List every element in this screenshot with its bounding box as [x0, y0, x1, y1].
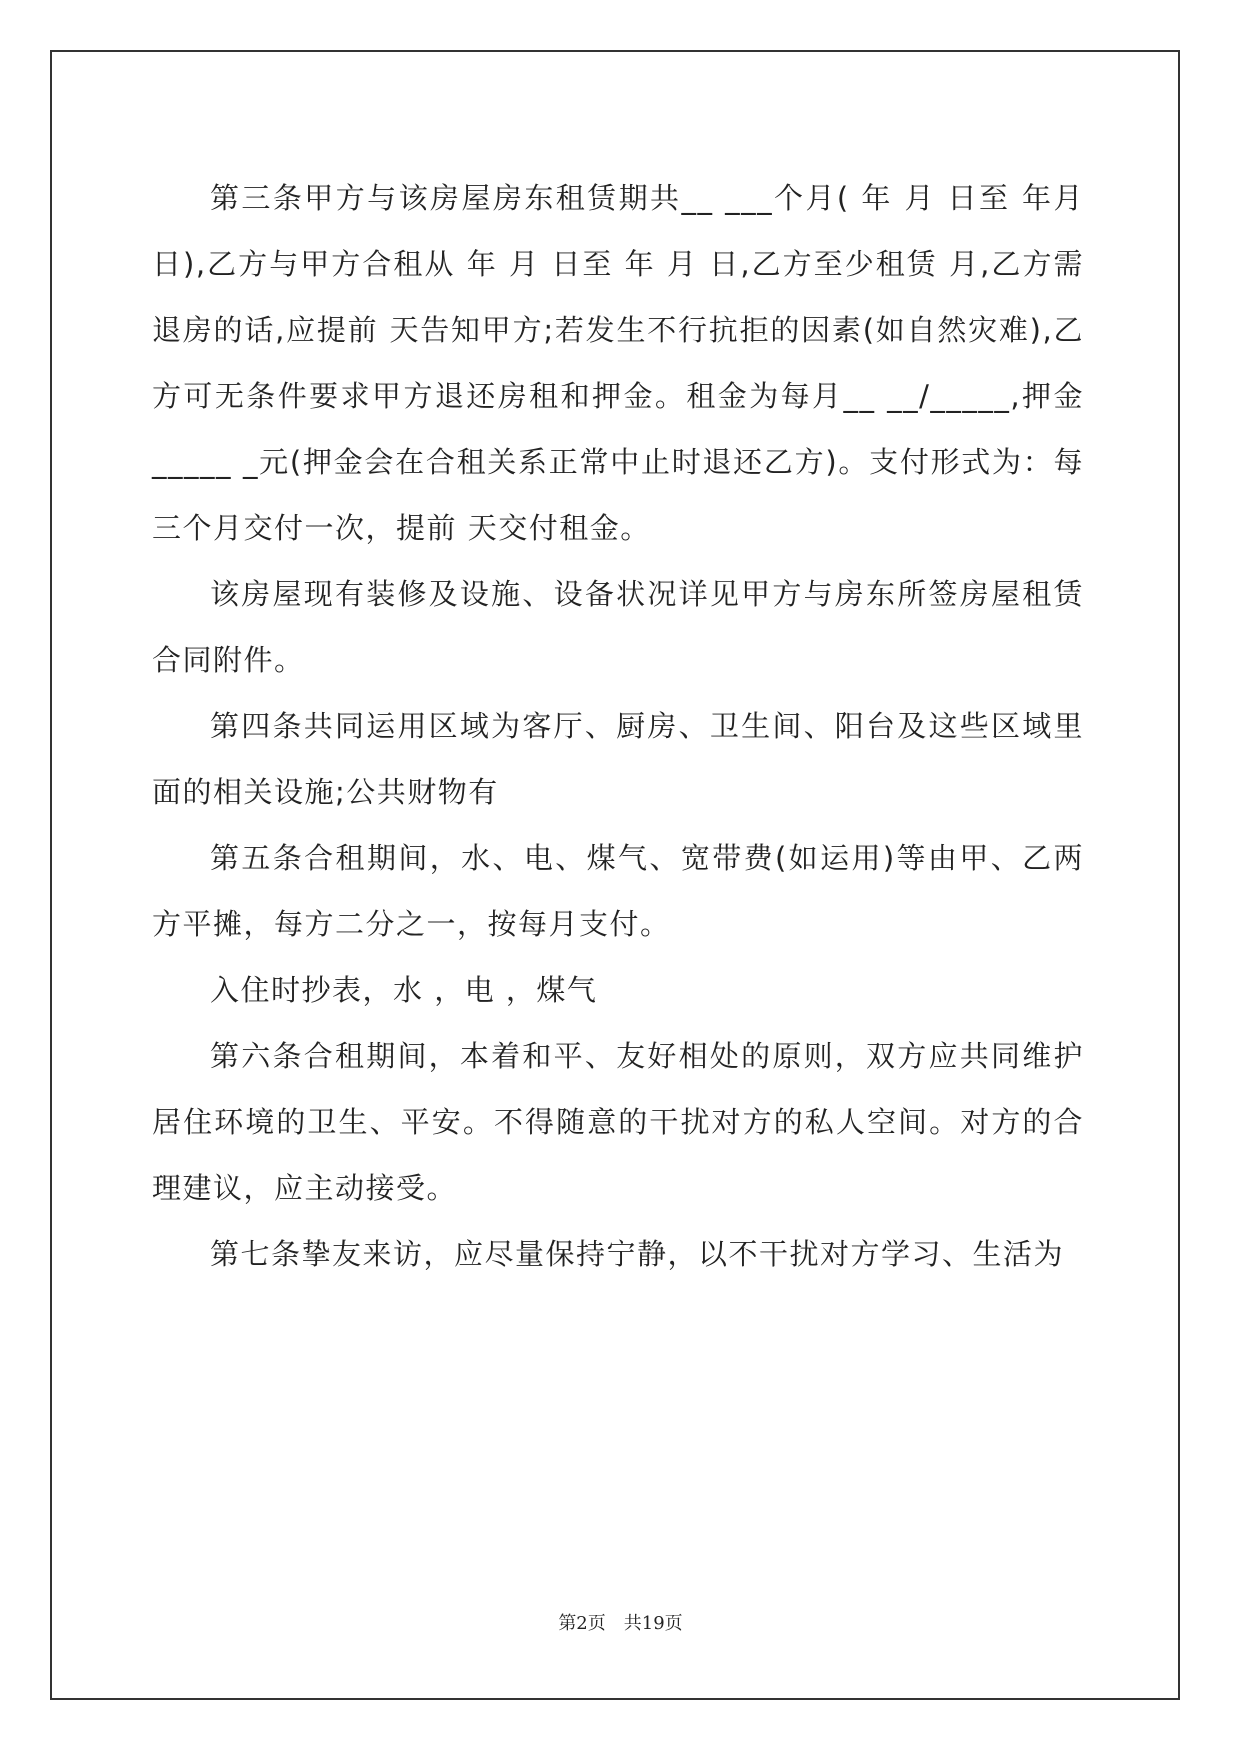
- paragraph-article-6: 第六条合租期间，本着和平、友好相处的原则，双方应共同维护居住环境的卫生、平安。不得随意的干扰对方的私人空间。对方的合理建议，应主动接受。: [152, 1039, 1084, 1205]
- paragraph-article-5: 第五条合租期间，水、电、煤气、宽带费(如运用)等由甲、乙两方平摊，每方二分之一，按每月支付。: [152, 841, 1084, 941]
- document-body: [152, 165, 1095, 1287]
- paragraph-meter-reading: 入住时抄表，水 ，电 ，煤气: [210, 973, 598, 1007]
- paragraph-article-4: 第四条共同运用区域为客厅、厨房、卫生间、阳台及这些区域里面的相关设施;公共财物有: [152, 709, 1084, 809]
- paragraph-article-3: 第三条甲方与该房屋房东租赁期共__ ___个月( 年 月 日至 年月 日),乙方与甲方合租从 年 月 日至 年 月 日,乙方至少租赁 月,乙方需退房的话,应提前 天告知甲方;若发生不行抗拒的因素(如自然灾难),乙方可无条件要求甲方退还房租和押金。租金为每月__ __/_____,押金_____ _元(押金会在合租关系正常中止时退还乙方)。支付形式为：每三个月交付一次，提前 天交付租金。: [152, 181, 1095, 545]
- paragraph-house-facilities: 该房屋现有装修及设施、设备状况详见甲方与房东所签房屋租赁合同附件。: [152, 577, 1084, 677]
- page-number: 第2页 共19页: [558, 1613, 683, 1634]
- paragraph-article-7: 第七条挚友来访，应尽量保持宁静，以不干扰对方学习、生活为: [210, 1237, 1065, 1271]
